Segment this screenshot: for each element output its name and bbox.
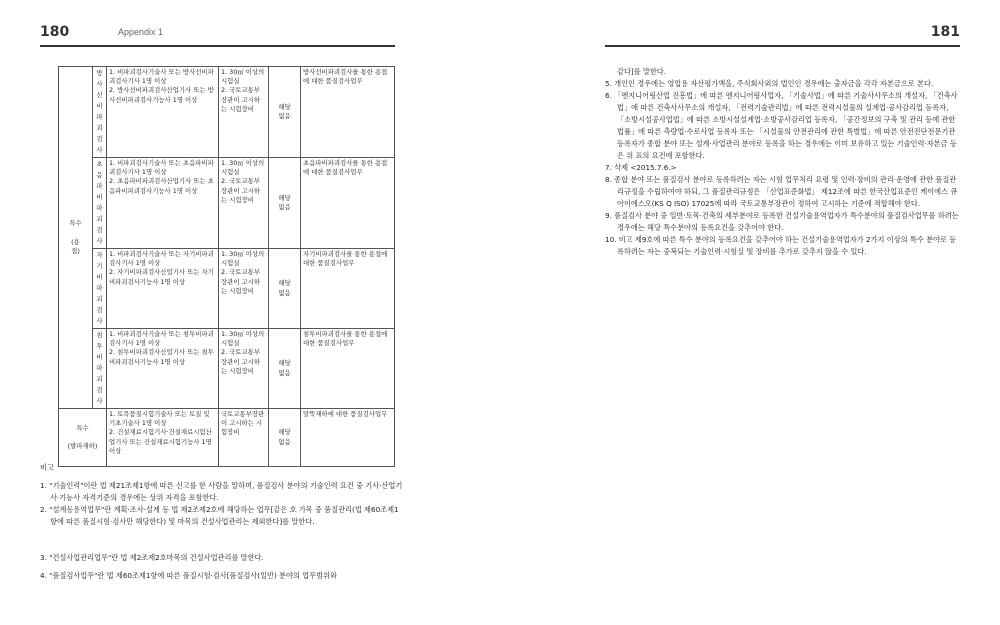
facility-cell: 1. 30㎡ 이상의 시험실 2. 국토교통부장관이 고시하는 시험장비 <box>219 329 269 409</box>
right-header-rule <box>605 45 960 47</box>
note-10: 10. 비고 제9호에 따른 특수 분야의 등록요건을 갖추어야 하는 건설기술용역업자가 2가지 이상의 특수 분야로 등록하려는 자는 중복되는 기술인력·시험실 및 장비를 추가로 갖추지 않을 수 있다. <box>605 235 957 256</box>
right-notes <box>605 66 960 258</box>
note-2: 2. "설계등용역업무"란 계획·조사·설계 등 법 제2조제2호에 해당하는 업무[같은 호 가목 중 품질관리(법 제60조제1항에 따른 품질시험·검사만 해당한다) 및 마목의 건설사업관리는 제외한다]를 말한다. <box>40 505 399 526</box>
scope-cell: 말뚝재하에 대한 품질검사업무 <box>301 409 395 467</box>
notes-heading: 비고 <box>40 463 54 472</box>
scope-cell: 자기비파괴검사를 통한 용접에 대한 품질검사업무 <box>301 249 395 329</box>
equipment-cell: 해당 없음 <box>269 329 301 409</box>
scope-cell: 방사선비파괴검사를 통한 용접에 대한 품질검사업무 <box>301 67 395 158</box>
left-page-number: 180 <box>40 24 70 40</box>
subfield-cell: 초 음 파 비 파 괴 검 사 <box>93 158 107 249</box>
equipment-cell: 해당 없음 <box>269 249 301 329</box>
subfield-cell: 자 기 비 파 괴 검 사 <box>93 249 107 329</box>
note-7: 7. 삭제 <2015.7.6.> <box>605 163 677 172</box>
note-9: 9. 품질검사 분야 중 일반·토목·건축의 세부분야로 등록한 건설기술용역업자가 특수분야의 품질검사업무를 하려는 경우에는 해당 특수분야의 등록요건을 갖추어야 한다. <box>605 211 959 232</box>
facility-cell: 1. 30㎡ 이상의 시험실 2. 국토교통부장관이 고시하는 시험장비 <box>219 158 269 249</box>
registration-requirements-table <box>58 66 395 467</box>
subfield-cell: 방 사 선 비 파 괴 검 사 <box>93 67 107 158</box>
note-1: 1. "기술인력"이란 법 제21조제1항에 따른 신고를 한 사람을 말하며, 품질검사 분야의 기술인력 요건 중 기사·산업기사·기능사 자격기준의 경우에는 상위 자격을 포함한다. <box>40 481 403 502</box>
equipment-cell: 해당 없음 <box>269 158 301 249</box>
personnel-cell: 1. 비파괴검사기술사 또는 초음파비파괴검사기사 1명 이상 2. 초음파비파괴검사산업기사 또는 초음파비파괴검사기능사 1명 이상 <box>107 158 219 249</box>
personnel-cell: 1. 비파괴검사기술사 또는 방사선비파괴검사기사 1명 이상 2. 방사선비파괴검사산업기사 또는 방사선비파괴검사기능사 1명 이상 <box>107 67 219 158</box>
note-4: 4. "품질검사업무"란 법 제60조제1항에 따른 품질시험·검사[품질검사(일반) 분야의 업무범위와 <box>40 571 337 580</box>
table-row <box>59 249 395 329</box>
page-header <box>0 24 1000 42</box>
table-row <box>59 409 395 467</box>
note-3: 3. "건설사업관리업무"란 법 제2조제2호마목의 건설사업관리를 말한다. <box>40 553 264 562</box>
subfield-cell: 침 투 비 파 괴 검 사 <box>93 329 107 409</box>
note-4-continuation: 같다]를 말한다. <box>617 67 667 76</box>
equipment-cell: 해당 없음 <box>269 67 301 158</box>
table-row <box>59 329 395 409</box>
facility-cell: 1. 30㎡ 이상의 시험실 2. 국토교통부장관이 고시하는 시험장비 <box>219 67 269 158</box>
equipment-cell: 해당 없음 <box>269 409 301 467</box>
note-6: 6. 「엔지니어링산업 진흥법」에 따른 엔지니어링사업자, 「기술사법」에 따른 기술사사무소의 개설자, 「건축사법」에 따른 건축사사무소의 개설자, 「전력기술관리법」에 따른 전력시설물의 설계업·공사감리업 등록자, 「소방시설공사업법」에 따른 소방시설설계업·소방공사감리업 등록자, 「공간정보의 구축 및 관리 등에 관한 법률」에 따른 측량업·수로사업 등록자 또는 「시설물의 안전관리에 관한 특별법」에 따른 안전진단전문기관 등록자가 종합 분야 또는 설계·사업관리 분야로 등록을 하는 경우에는 이미 보유하고 있는 기술인력·자본금 등은 위 표의 요건에 포함한다. <box>605 91 958 160</box>
left-header-rule <box>40 45 395 47</box>
personnel-cell: 1. 토목품질시험기술사 또는 토질 및 기초기술사 1명 이상 2. 건설재료시험기사·건설재료시험산업기사 또는 건설재료시험기능사 1명 이상 <box>107 409 219 467</box>
table-row <box>59 67 395 158</box>
personnel-cell: 1. 비파괴검사기술사 또는 침투비파괴검사기사 1명 이상 2. 침투비파괴검사산업기사 또는 침투비파괴검사기능사 1명 이상 <box>107 329 219 409</box>
appendix-title: Appendix 1 <box>118 27 164 37</box>
scope-cell: 침투비파괴검사를 통한 용접에 대한 품질검사업무 <box>301 329 395 409</box>
note-5: 5. 개인인 경우에는 영업용 자산평가액을, 주식회사외의 법인인 경우에는 출자금을 각각 자본금으로 본다. <box>605 79 934 88</box>
table-row <box>59 158 395 249</box>
scope-cell: 초음파비파괴검사를 통한 용접에 대한 품질검사업무 <box>301 158 395 249</box>
section-label-welding: 특수 (용 접) <box>59 67 93 409</box>
note-8: 8. 종합 분야 또는 품질검사 분야로 등록하려는 자는 시험 업무처리 요령 및 인력·장비의 관리·운영에 관한 품질관리규정을 수립하여야 하되, 그 품질관리규정은 「산업표준화법」 제12조에 따른 한국산업표준인 케이에스 큐 아이에스오(KS Q ISO) 17025에 따라 국토교통부장관이 정하여 고시하는 기준에 적합해야 한다. <box>605 175 958 208</box>
personnel-cell: 1. 비파괴검사기술사 또는 자기비파괴검사기사 1명 이상 2. 자기비파괴검사산업기사 또는 자기비파괴검사기능사 1명 이상 <box>107 249 219 329</box>
right-page-number: 181 <box>930 24 960 40</box>
facility-cell: 국토교통부장관이 고시하는 시험장비 <box>219 409 269 467</box>
facility-cell: 1. 30㎡ 이상의 시험실 2. 국토교통부장관이 고시하는 시험장비 <box>219 249 269 329</box>
section-label-pile-load: 특수 (발파재하) <box>59 409 107 467</box>
